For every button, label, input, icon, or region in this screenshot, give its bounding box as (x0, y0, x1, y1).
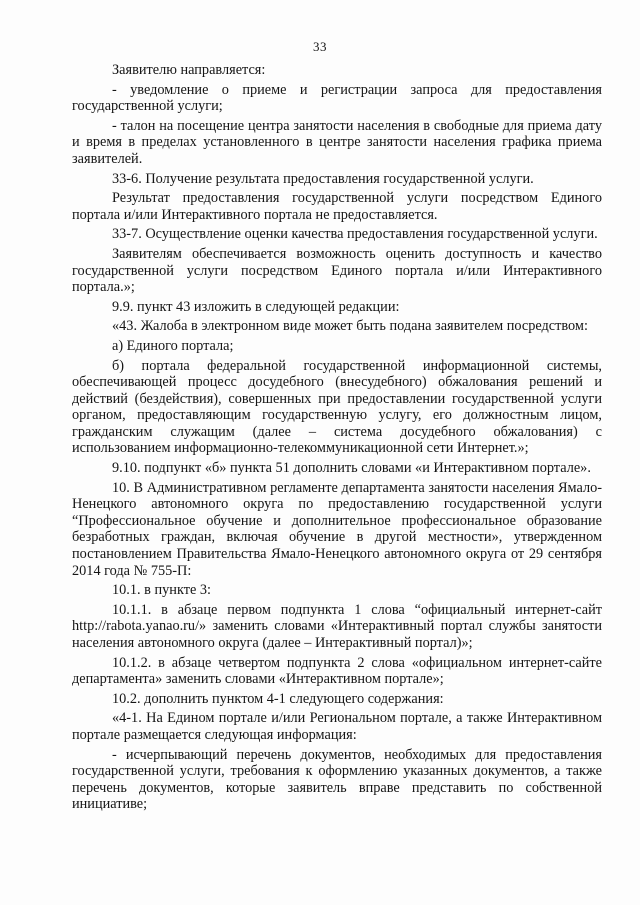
paragraph: 9.9. пункт 43 изложить в следующей редакции: (112, 298, 400, 315)
paragraph: 10. В Административном регламенте департамента занятости населения Ямало-Ненецкого автономного округа по предоставлению государственной услуги “Профессиональное обучение и дополнительное профессиональное образование безработных граждан, включая обучение в другой местности», утвержденном постановлением Правительства Ямало-Ненецкого автономного округа от 29 сентября 2014 года № 755-П: (72, 479, 602, 579)
paragraph: Результат предоставления государственной услуги посредством Единого портала и/или Интерактивного портала не предоставляется. (72, 190, 602, 223)
page-number: 33 (313, 39, 327, 54)
paragraph: 9.10. подпункт «б» пункта 51 дополнить словами «и Интерактивном портале». (112, 460, 591, 477)
paragraph: «4-1. На Едином портале и/или Региональном портале, а также Интерактивном портале размещается следующая информация: (72, 710, 602, 743)
paragraph: Заявителям обеспечивается возможность оценить доступность и качество государственной услуги посредством Единого портала и/или Интерактивного портала.»; (72, 245, 602, 296)
paragraph: 33-7. Осуществление оценки качества предоставления государственной услуги. (112, 226, 598, 243)
paragraph: - талон на посещение центра занятости населения в свободные для приема дату и время в пределах установленного в центре занятости населения графика приема заявителей. (72, 117, 602, 167)
paragraph: «43. Жалоба в электронном виде может быть подана заявителем посредством: (112, 318, 588, 335)
paragraph: 10.1.1. в абзаце первом подпункта 1 слова “официальный интернет-сайт http://rabota.yanao.ru/» заменить словами «Интерактивный портал службы занятости населения автономного округа (далее – Интерактивный портал)»; (72, 601, 602, 651)
paragraph: 10.2. дополнить пунктом 4-1 следующего содержания: (112, 690, 444, 707)
document-body (72, 62, 602, 813)
paragraph: - исчерпывающий перечень документов, необходимых для предоставления государственной услуги, требования к оформлению указанных документов, а также перечень документов, которые заявитель вправе представить по собственной инициативе; (72, 746, 602, 813)
paragraph: Заявителю направляется: (112, 62, 266, 78)
paragraph: а) Единого портала; (112, 337, 234, 354)
paragraph: б) портала федеральной государственной информационной системы, обеспечивающей процесс досудебного (внесудебного) обжалования решений и действий (бездействия), совершенных при предоставлении государственной услуги органом, предоставляющим государственную услугу, его должностным лицом, гражданским служащим (далее – система досудебного обжалования) с использованием информационно-телекоммуникационной сети Интернет.»; (72, 357, 602, 457)
paragraph: 10.1.2. в абзаце четвертом подпункта 2 слова «официальном интернет-сайте департамента» заменить словами «Интерактивном портале»; (72, 654, 602, 688)
paragraph: 10.1. в пункте 3: (112, 582, 211, 599)
paragraph: - уведомление о приеме и регистрации запроса для предоставления государственной услуги; (72, 81, 602, 115)
paragraph: 33-6. Получение результата предоставления государственной услуги. (112, 170, 534, 187)
